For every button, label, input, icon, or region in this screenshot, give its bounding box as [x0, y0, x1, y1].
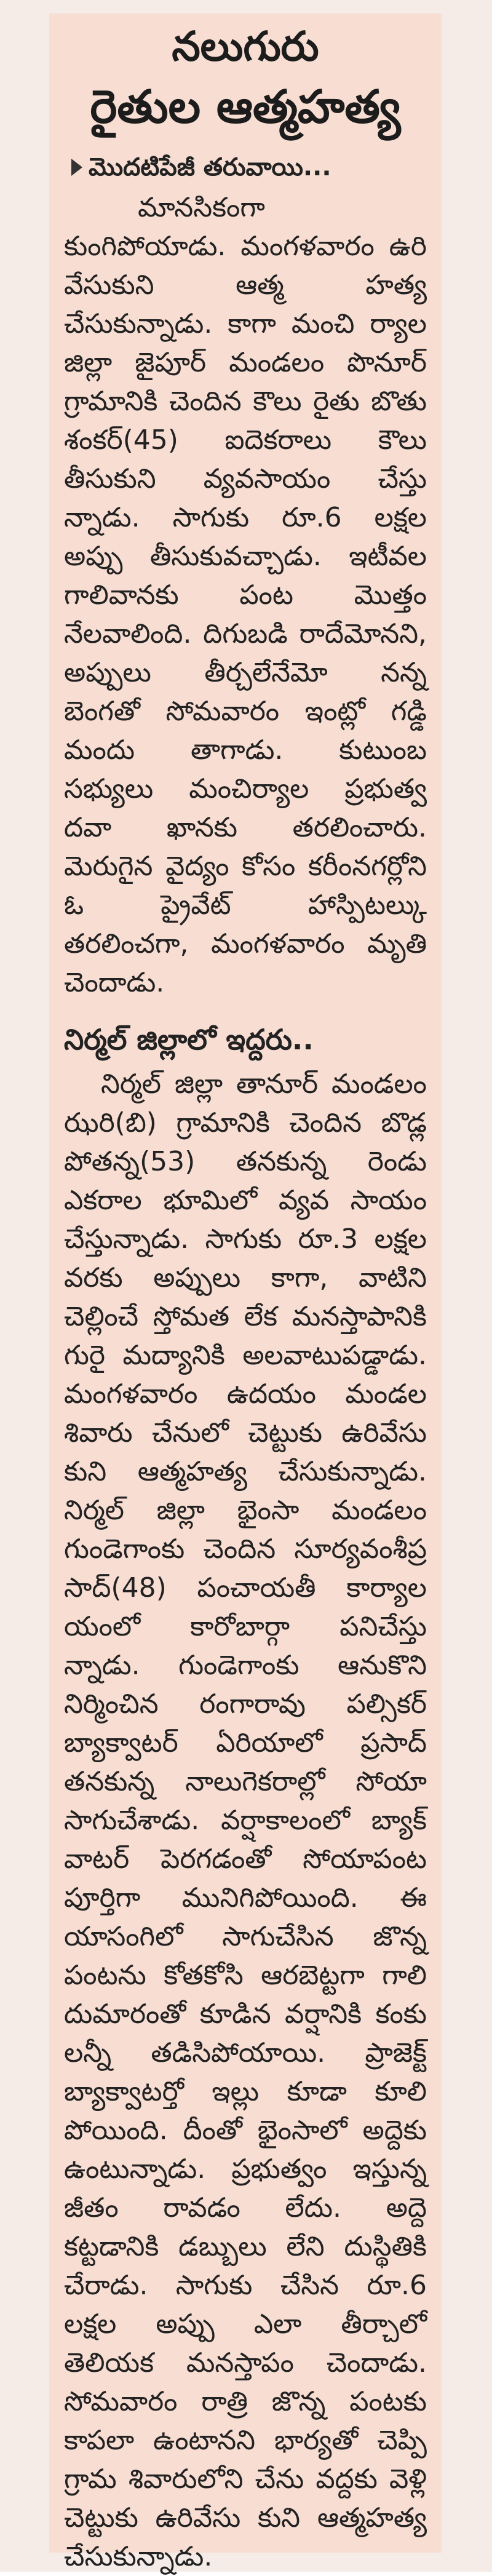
headline-line-2: రైతుల ఆత్మహత్య [90, 81, 401, 133]
continued-from-text: మొదటిపేజీ తరువాయి... [89, 153, 331, 181]
newspaper-clipping [49, 14, 442, 2572]
headline-line-1: నలుగురు [172, 23, 319, 70]
triangle-arrow-icon [71, 159, 82, 176]
article-paragraph-1: మానసికంగా కుంగిపోయాడు. మంగళవారం ఉరి వేసుకుని ఆత్మ హత్య చేసుకున్నాడు. కాగా మంచి ర్యాల జిల్లా జైపూర్ మండలం పొనూర్ గ్రామానికి చెందిన కౌలు రైతు బొతు శంకర్(45) ఐదెకరాలు కౌలు తీసుకుని వ్యవసాయం చేస్తు న్నాడు. సాగుకు రూ.6 లక్షల అప్పు తీసుకువచ్చాడు. ఇటీవల గాలివానకు పంట మొత్తం నేలవాలింది. దిగుబడి రాదేమోనని, అప్పులు తీర్చలేనేమో నన్న బెంగతో సోమవారం ఇంట్లో గడ్డి మందు తాగాడు. కుటుంబ సభ్యులు మంచిర్యాల ప్రభుత్వ దవా ఖానకు తరలించారు. మెరుగైన వైద్యం కోసం కరీంనగర్లోని ఓ ప్రైవేట్ హాస్పిటల్కు తరలించగా, మంగళవారం మృతి చెందాడు. [64, 192, 427, 998]
section-subheading: నిర్మల్ జిల్లాలో ఇద్దరు.. [64, 1023, 314, 1056]
article-paragraph-2: నిర్మల్ జిల్లా తానూర్ మండలం ఝరి(బి) గ్రామానికి చెందిన బొడ్ల పోతన్న(53) తనకున్న రెండు ఎకరాల భూమిలో వ్యవ సాయం చేస్తున్నాడు. సాగుకు రూ.3 లక్షల వరకు అప్పులు కాగా, వాటిని చెల్లించే స్తోమత లేక మనస్తాపానికి గురై మద్యానికి అలవాటుపడ్డాడు. మంగళవారం ఉదయం మండల శివారు చేనులో చెట్టుకు ఉరివేసు కుని ఆత్మహత్య చేసుకున్నాడు. నిర్మల్ జిల్లా భైంసా మండలం గుండెగాంకు చెందిన సూర్యవంశీప్ర సాద్(48) పంచాయతీ కార్యాల యంలో కారోబార్గా పనిచేస్తు న్నాడు. గుండెగాంకు ఆనుకొని నిర్మించిన రంగారావు పల్సికర్ బ్యాక్వాటర్ ఏరియాలో ప్రసాద్ తనకున్న నాలుగెకరాల్లో సోయా సాగుచేశాడు. వర్షాకాలంలో బ్యాక్ వాటర్ పెరగడంతో సోయాపంట పూర్తిగా మునిగిపోయింది. ఈ యాసంగిలో సాగుచేసిన జొన్న పంటను కోతకోసి ఆరబెట్టగా గాలి దుమారంతో కూడిన వర్షానికి కంకు లన్నీ తడిసిపోయాయి. ప్రాజెక్ట్ బ్యాక్వాటర్తో ఇల్లు కూడా కూలి పోయింది. దీంతో భైంసాలో అద్దెకు ఉంటున్నాడు. ప్రభుత్వం ఇస్తున్న జీతం రావడం లేదు. అద్దె కట్టడానికి డబ్బులు లేని దుస్థితికి చేరాడు. సాగుకు చేసిన రూ.6 లక్షల అప్పు ఎలా తీర్చాలో తెలియక మనస్తాపం చెందాడు. సోమవారం రాత్రి జొన్న పంటకు కాపలా ఉంటానని భార్యతో చెప్పి గ్రామ శివారులోని చేను వద్దకు వెళ్లి చెట్టుకు ఉరివేసు కుని ఆత్మహత్య చేసుకున్నాడు. [64, 1068, 427, 2572]
continued-from-label [71, 150, 442, 185]
